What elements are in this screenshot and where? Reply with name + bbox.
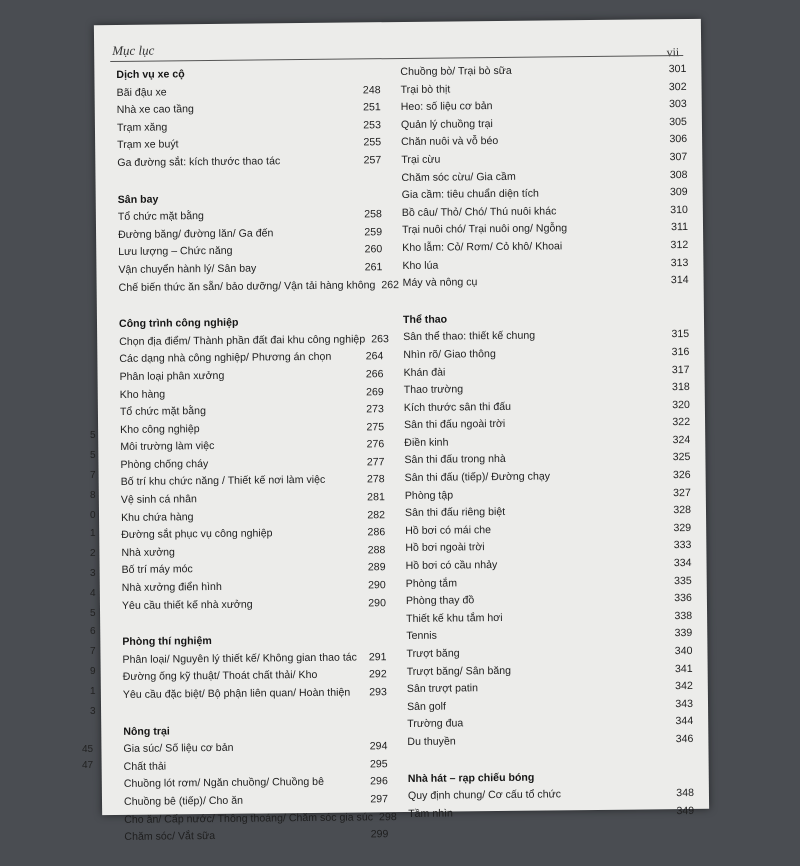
toc-entry-page: 294	[369, 740, 388, 753]
toc-entry-label: Phòng tắm	[405, 577, 458, 590]
toc-entry-label: Khán đài	[403, 366, 446, 379]
toc-entry-page: 282	[367, 508, 386, 522]
toc-entry-label: Đường sắt phục vụ công nghiệp	[121, 527, 273, 542]
toc-entry-page: 342	[675, 680, 693, 693]
toc-entry-label: Tổ chức mặt bằng	[119, 405, 206, 419]
toc-entry-page: 292	[368, 668, 387, 681]
toc-entry-label: Chất thải	[123, 760, 167, 773]
toc-entry-label: Trại nuôi chó/ Trại nuôi ong/ Ngỗng	[401, 222, 568, 237]
toc-entry-label: Kích thước sân thi đấu	[403, 400, 512, 414]
toc-entry-label: Sân thi đấu riêng biệt	[404, 506, 506, 520]
toc-section-title: Dịch vụ xe cộ	[116, 68, 185, 81]
toc-section	[116, 64, 381, 172]
toc-entry-label: Chăn nuôi và vỗ béo	[401, 135, 499, 149]
toc-entry-label: Nhà xưởng điển hình	[121, 580, 222, 594]
toc-entry-label: Bố trí khu chức năng / Thiết kế nơi làm việc	[120, 474, 326, 489]
toc-section-title: Thể thao	[402, 313, 448, 326]
toc-entry-label: Sân thi đấu trong nhà	[404, 453, 506, 467]
toc-entry-page: 348	[676, 787, 695, 800]
toc-entry-page: 320	[672, 398, 690, 411]
toc-entry-label: Kho lẫm: Cỏ/ Rơm/ Cỏ khô/ Khoai	[402, 240, 563, 254]
toc-entry-label: Kho lúa	[402, 259, 439, 272]
toc-entry-label: Gia súc/ Số liệu cơ bản	[123, 741, 234, 756]
edge-number: 0	[90, 510, 96, 521]
toc-entry-label: Trượt băng	[406, 647, 460, 660]
toc-entry-page: 260	[364, 243, 383, 256]
toc-entry-page: 253	[363, 118, 382, 132]
toc-entry-label: Bố trí máy móc	[121, 563, 193, 577]
toc-entry-label: Trượt băng/ Sân băng	[406, 664, 512, 678]
toc-entry-label: Sân thi đấu (tiếp)/ Đường chạy	[404, 470, 551, 485]
toc-entry-label: Yêu cầu thiết kế nhà xưởng	[121, 598, 253, 612]
toc-entry-label: Đường ống kỹ thuật/ Thoát chất thải/ Kho	[122, 669, 318, 684]
edge-number: 6	[90, 626, 96, 637]
toc-entry-label: Phòng chống cháy	[120, 457, 209, 471]
toc-entry-page: 302	[668, 80, 687, 93]
toc-entry-page: 262	[381, 278, 400, 291]
toc-entry-label: Sân thi đấu ngoài trời	[404, 418, 506, 432]
toc-entry-label: Du thuyền	[407, 735, 456, 748]
toc-entry-page: 257	[363, 154, 382, 167]
toc-entry-label: Các dạng nhà công nghiệp/ Phương án chọn	[119, 351, 332, 366]
toc-entry-label: Chăm sóc/ Vắt sữa	[124, 830, 216, 844]
toc-section	[118, 313, 389, 615]
toc-entry-page: 325	[672, 451, 691, 464]
toc-entry-page: 305	[669, 115, 687, 128]
toc-entry	[122, 595, 386, 615]
toc-entry-label: Sân trượt patin	[406, 682, 479, 696]
toc-section-title: Nông trại	[123, 725, 170, 738]
edge-number: 4	[90, 588, 96, 599]
toc-entry-page: 336	[674, 592, 692, 605]
toc-entry-label: Đường băng/ đường lăn/ Ga đến	[118, 227, 274, 241]
toc-entry-label: Yêu cầu đặc biệt/ Bộ phận liên quan/ Hoàn thiện	[122, 686, 351, 701]
toc-entry-label: Heo: số liệu cơ bản	[400, 100, 493, 114]
toc-entry-page: 288	[367, 544, 386, 557]
toc-entry-page: 346	[675, 732, 694, 746]
toc-entry-page: 311	[671, 221, 689, 234]
toc-entry-label: Nhìn rõ/ Giao thông	[403, 347, 496, 361]
toc-entry-page: 317	[671, 363, 690, 376]
toc-entry-page: 333	[673, 539, 692, 552]
toc-entry	[118, 277, 400, 297]
toc-entry-label: Trạm xăng	[116, 121, 168, 134]
toc-entry-label: Quản lý chuồng trại	[400, 117, 493, 131]
edge-number: 5	[90, 608, 96, 619]
toc-entry-page: 349	[676, 804, 695, 817]
toc-entry-page: 344	[675, 715, 694, 728]
toc-entry-label: Khu chứa hàng	[120, 510, 194, 524]
toc-entry	[124, 809, 397, 829]
edge-number: 3	[90, 706, 96, 717]
toc-entry-label: Chuồng bê (tiếp)/ Cho ăn	[123, 794, 244, 808]
toc-entry-label: Phòng thay đồ	[405, 594, 475, 608]
toc-entry-label: Tennis	[406, 630, 437, 643]
toc-entry-page: 289	[367, 561, 386, 574]
edge-number: 47	[82, 760, 94, 771]
edge-number: 9	[90, 666, 96, 677]
toc-entry-label: Trại bò thịt	[400, 83, 451, 96]
toc-entry-label: Trạm xe buýt	[117, 138, 179, 152]
toc-entry-label: Vệ sinh cá nhân	[120, 493, 197, 507]
toc-section	[400, 61, 688, 293]
toc-entry-page: 278	[366, 473, 385, 486]
toc-section	[408, 768, 695, 824]
toc-section	[117, 189, 400, 297]
toc-entry-page: 259	[364, 225, 383, 239]
edge-number: 45	[82, 744, 94, 755]
toc-entry-label: Bãi đậu xe	[116, 86, 167, 99]
toc-entry-page: 266	[365, 368, 384, 381]
toc-entry-label: Ga đường sắt: kích thước thao tác	[117, 155, 281, 169]
running-header-title: Mục lục	[112, 42, 155, 59]
toc-entry-label: Lưu lượng – Chức năng	[118, 245, 233, 259]
toc-entry-page: 334	[673, 557, 692, 570]
toc-entry-page: 293	[369, 686, 387, 699]
toc-entry-page: 313	[670, 256, 689, 269]
toc-entry	[122, 649, 386, 669]
toc-entry-page: 326	[672, 469, 691, 482]
toc-entry-page: 258	[364, 208, 382, 221]
toc-entry-label: Hồ bơi ngoài trời	[405, 541, 485, 555]
toc-entry-label: Tổ chức mặt bằng	[117, 210, 204, 224]
edge-number: 1	[90, 528, 96, 539]
toc-entry-page: 308	[669, 168, 688, 181]
toc-section-title: Sân bay	[117, 193, 159, 206]
toc-entry-label: Môi trường làm việc	[120, 440, 215, 454]
toc-entry-page: 309	[669, 186, 688, 199]
toc-entry-page: 263	[371, 332, 389, 346]
toc-entry-page: 275	[366, 420, 385, 434]
toc-entry	[407, 731, 693, 752]
toc-entry-page: 277	[366, 456, 385, 469]
edge-number: 7	[90, 470, 96, 481]
toc-entry-page: 306	[669, 133, 688, 146]
toc-entry-page: 318	[671, 381, 690, 394]
toc-entry-label: Tầm nhìn	[408, 807, 453, 820]
edge-number: 3	[90, 568, 96, 579]
toc-entry-label: Chăm sóc cừu/ Gia cầm	[401, 170, 516, 184]
toc-entry-label: Chuồng bò/ Trại bò sữa	[400, 64, 512, 78]
toc-entry-page: 341	[674, 662, 693, 675]
toc-entry-label: Thiết kế khu tắm hơi	[406, 611, 503, 625]
toc-right-column	[400, 61, 694, 842]
toc-entry-page: 248	[362, 83, 381, 96]
toc-entry-page: 324	[672, 433, 691, 447]
toc-entry-page: 295	[369, 757, 388, 771]
edge-number: 5	[90, 430, 96, 441]
toc-entry-label: Phòng tập	[404, 489, 454, 502]
toc-entry-label: Nhà xe cao tầng	[116, 103, 194, 117]
toc-left-column	[116, 64, 400, 865]
toc-entry-page: 299	[370, 828, 389, 841]
toc-entry-page: 301	[668, 62, 687, 76]
toc-entry-label: Máy và nông cụ	[402, 276, 478, 290]
toc-entry-label: Nhà xưởng	[121, 546, 175, 559]
toc-entry-label: Cho ăn/ Cấp nước/ Thông thoáng/ Chăm sóc gia súc	[124, 810, 374, 826]
toc-entry-page: 291	[368, 650, 387, 664]
toc-entry-page: 281	[367, 491, 385, 504]
toc-entry-page: 315	[671, 328, 690, 341]
running-header-page-number: vii	[666, 45, 680, 60]
toc-entry-label: Hồ bơi có cầu nhảy	[405, 559, 498, 572]
toc-entry-label: Kho hàng	[119, 387, 166, 401]
toc-entry-page: 286	[367, 526, 386, 539]
edge-number: 5	[90, 450, 96, 461]
toc-entry	[124, 826, 388, 846]
book-page	[94, 19, 709, 844]
toc-entry-label: Chọn địa điểm/ Thành phần đất đai khu công nghiệp	[119, 333, 366, 348]
toc-entry-page: 312	[670, 238, 689, 252]
toc-section	[123, 721, 397, 847]
toc-entry-page: 329	[673, 521, 692, 535]
toc-entry-page: 261	[364, 261, 383, 274]
toc-entry-label: Gia cầm: tiêu chuẩn diện tích	[401, 187, 539, 202]
toc-entry-page: 335	[673, 574, 692, 587]
edge-number: 7	[90, 646, 96, 657]
toc-entry-page: 264	[365, 350, 384, 363]
toc-entry-label: Phân loại/ Nguyên lý thiết kế/ Không gian thao tác	[122, 651, 357, 666]
toc-entry-label: Kho công nghiệp	[120, 422, 200, 436]
toc-entry-label: Vận chuyển hành lý/ Sân bay	[118, 262, 257, 276]
toc-entry	[403, 272, 689, 293]
toc-entry-label: Sân golf	[406, 700, 446, 713]
toc-entry-page: 340	[674, 644, 693, 658]
toc-entry-page: 303	[668, 98, 687, 111]
toc-section-title: Nhà hát – rạp chiếu bóng	[407, 771, 535, 785]
toc-entry	[408, 803, 694, 824]
toc-entry-page: 297	[370, 793, 389, 806]
toc-entry-label: Sân thể thao: thiết kế chung	[403, 329, 536, 344]
toc-entry-page: 269	[365, 385, 384, 398]
edge-number: 2	[90, 548, 96, 559]
toc-entry-page: 273	[366, 403, 384, 416]
toc-entry-label: Điền kinh	[404, 436, 449, 449]
toc-section-title: Công trình công nghiệp	[118, 316, 239, 331]
toc-entry-label: Quy định chung/ Cơ cấu tổ chức	[407, 788, 562, 803]
toc-entry-page: 328	[673, 504, 692, 517]
toc-entry-label: Chế biến thức ăn sẵn/ bảo dưỡng/ Vận tải hàng không	[118, 278, 376, 294]
toc-entry-page: 310	[670, 203, 688, 216]
toc-entry-label: Phân loại phân xưởng	[119, 369, 225, 383]
toc-entry-page: 316	[671, 345, 690, 359]
edge-number: 8	[90, 490, 96, 501]
toc-entry	[119, 331, 389, 351]
toc-entry-label: Chuồng lót rơm/ Ngăn chuồng/ Chuồng bê	[123, 776, 325, 791]
toc-entry-page: 296	[370, 775, 388, 788]
toc-entry-page: 276	[366, 438, 385, 451]
toc-entry-page: 307	[669, 150, 688, 164]
toc-entry-label: Thao trường	[403, 383, 464, 397]
toc-entry	[117, 152, 381, 172]
edge-number: 1	[90, 686, 96, 697]
toc-section	[403, 309, 694, 752]
toc-entry-label: Trại cừu	[401, 153, 441, 166]
toc-entry-label: Hồ bơi có mái che	[405, 523, 492, 537]
toc-entry-page: 290	[368, 579, 386, 592]
toc-section-title: Phòng thí nghiệm	[122, 635, 212, 649]
toc-entry-page: 298	[378, 810, 397, 823]
toc-entry-label: Bồ câu/ Thỏ/ Chó/ Thú nuôi khác	[401, 205, 557, 219]
toc-entry-page: 290	[368, 596, 387, 609]
toc-entry-page: 251	[363, 101, 381, 114]
toc-entry-page: 322	[672, 416, 691, 429]
toc-entry-page: 343	[675, 697, 694, 710]
toc-entry-page: 338	[674, 609, 693, 622]
toc-entry-label: Trường đua	[407, 717, 464, 731]
toc-entry	[123, 684, 387, 704]
toc-entry-page: 327	[673, 486, 691, 499]
toc-entry-page: 339	[674, 627, 693, 640]
toc-entry-page: 255	[363, 136, 382, 149]
toc-section	[122, 631, 387, 704]
toc-entry-page: 314	[670, 274, 689, 287]
